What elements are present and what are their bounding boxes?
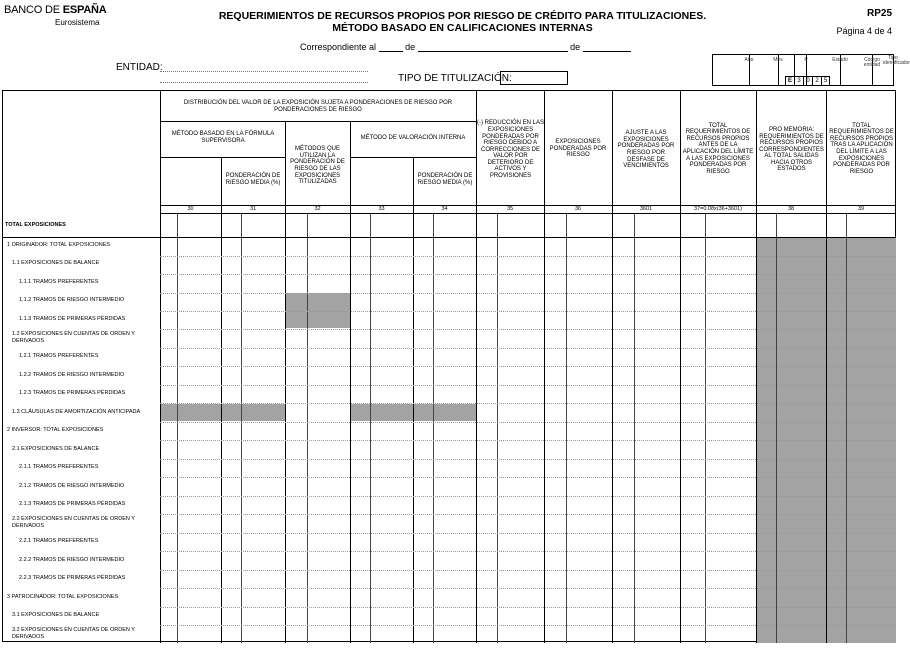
form-title-line-2: MÉTODO BASADO EN CALIFICACIONES INTERNAS bbox=[332, 22, 593, 34]
column-number: 39 bbox=[857, 206, 865, 212]
row-separator bbox=[160, 385, 896, 386]
securitization-type-label: TIPO DE TITULIZACIÓN: bbox=[398, 73, 512, 84]
sub-column-line bbox=[634, 213, 635, 643]
sub-column-line bbox=[177, 213, 178, 643]
row-separator bbox=[160, 348, 896, 349]
row-label: 1.1.2 TRAMOS DE RIESGO INTERMEDIO bbox=[19, 297, 125, 303]
year-cell-label: Año bbox=[744, 57, 754, 63]
header-distribution: DISTRIBUCIÓN DEL VALOR DE LA EXPOSICIÓN SUJETA A PONDERACIONES DE RIESGO POR PONDERACIONES DE RIESGO bbox=[183, 100, 453, 113]
bank-name-bold: ESPAÑA bbox=[62, 4, 107, 16]
year-cell[interactable] bbox=[713, 55, 754, 85]
header-line bbox=[160, 157, 285, 158]
row-label-total: TOTAL EXPOSICIONES bbox=[5, 222, 66, 228]
column-number: 33 bbox=[378, 206, 385, 212]
identifier-type-label: Tipo identificador bbox=[883, 55, 910, 66]
securitization-type-field[interactable] bbox=[500, 71, 568, 85]
row-separator bbox=[160, 293, 896, 294]
row-label: 2.2 EXPOSICIONES EN CUENTAS DE ORDEN Y DERIVADOS bbox=[12, 516, 135, 529]
day-field[interactable] bbox=[379, 43, 403, 52]
corresponding-period bbox=[300, 42, 631, 52]
page-indicator: Página 4 de 4 bbox=[836, 26, 892, 36]
report-table bbox=[2, 90, 896, 642]
row-label: 1.3 CLÁUSULAS DE AMORTIZACIÓN ANTICIPADA bbox=[12, 409, 141, 415]
column-line bbox=[285, 121, 286, 643]
sub-column-line bbox=[846, 213, 847, 643]
row-separator bbox=[160, 625, 896, 626]
month-cell-label: Mes bbox=[773, 57, 783, 63]
header-avg-weight-2: PONDERACIÓN DE RIESGO MEDIA (%) bbox=[417, 173, 473, 186]
sub-column-line bbox=[370, 213, 371, 643]
column-number: 30 bbox=[187, 206, 194, 212]
row-separator bbox=[160, 514, 896, 515]
row-separator bbox=[160, 366, 896, 367]
column-line bbox=[160, 91, 161, 643]
row-separator bbox=[3, 237, 896, 238]
state-value: 5 bbox=[821, 76, 830, 85]
header-internal-valuation: MÉTODO DE VALORACIÓN INTERNA bbox=[360, 134, 466, 141]
column-number: 32 bbox=[314, 206, 321, 212]
row-label: 1.2.1 TRAMOS PREFERENTES bbox=[19, 353, 99, 359]
row-label: 2.2.3 TRAMOS DE PRIMERAS PÉRDIDAS bbox=[19, 575, 126, 581]
row-separator bbox=[160, 459, 896, 460]
header-total-after-limit: TOTAL REQUERIMIENTOS DE RECURSOS PROPIOS TRAS LA APLICACIÓN DEL LÍMITE A LAS EXPOSICIONES PONDERADAS POR RIESGO bbox=[829, 122, 894, 175]
row-label: 1 ORIGINADOR: TOTAL EXPOSICIONES bbox=[7, 242, 111, 248]
row-separator bbox=[160, 570, 896, 571]
header-securitized-weight-methods: MÉTODOS QUE UTILIZAN LA PONDERACIÓN DE RIESGO DE LAS EXPOSICIONES TITULIZADAS bbox=[290, 146, 345, 186]
column-number: 38 bbox=[787, 206, 795, 212]
bank-name-light: BANCO DE bbox=[4, 4, 63, 16]
identifier-box bbox=[712, 54, 910, 86]
row-label: 2 INVERSOR: TOTAL EXPOSICIONES bbox=[7, 427, 104, 433]
column-number: 3601 bbox=[639, 206, 653, 212]
year-field[interactable] bbox=[583, 43, 631, 52]
row-label: 1.2.3 TRAMOS DE PRIMERAS PÉRDIDAS bbox=[19, 390, 126, 396]
row-separator bbox=[160, 607, 896, 608]
column-number: 37=0.08x(36+3601) bbox=[693, 206, 742, 212]
row-label: 1.1 EXPOSICIONES DE BALANCE bbox=[12, 260, 100, 266]
sub-column-line bbox=[433, 213, 434, 643]
row-label: 3.2 EXPOSICIONES EN CUENTAS DE ORDEN Y DERIVADOS bbox=[12, 627, 135, 640]
form-code: RP25 bbox=[866, 8, 892, 19]
row-label: 2.2.2 TRAMOS DE RIESGO INTERMEDIO bbox=[19, 557, 125, 563]
form-title-line-1: REQUERIMIENTOS DE RECURSOS PROPIOS POR RIESGO DE CRÉDITO PARA TITULIZACIONES. bbox=[218, 10, 707, 22]
row-label: 1.1.3 TRAMOS DE PRIMERAS PÉRDIDAS bbox=[19, 316, 126, 322]
entity-code-label: Código entidad bbox=[863, 57, 881, 68]
row-separator bbox=[160, 256, 896, 257]
header-total-before-limit: TOTAL REQUERIMIENTOS DE RECURSOS PROPIOS ANTES DE LA APLICACIÓN DEL LÍMITE A LAS EXPOSICIONES PONDERADAS POR RIESGO bbox=[682, 122, 754, 175]
column-number: 34 bbox=[441, 206, 448, 212]
header-avg-weight-1: PONDERACIÓN DE RIESGO MEDIA (%) bbox=[225, 173, 281, 186]
bank-logo bbox=[4, 4, 107, 16]
row-label: 3 PATROCINADOR: TOTAL EXPOSICIONES bbox=[7, 594, 119, 600]
state-value: E bbox=[785, 76, 794, 85]
row-separator bbox=[160, 311, 896, 312]
column-number: 36 bbox=[574, 206, 582, 212]
column-number: 31 bbox=[249, 206, 257, 212]
sub-column-line bbox=[776, 213, 777, 643]
row-separator bbox=[160, 274, 896, 275]
row-separator bbox=[160, 440, 896, 441]
header-memo: PRO MEMORIA: REQUERIMIENTOS DE RECURSOS PROPIOS CORRESPONDIENTES AL TOTAL SALIDAS HACIA OTROS ESTADOS bbox=[759, 126, 824, 173]
sub-column-line bbox=[307, 213, 308, 643]
column-line bbox=[350, 121, 351, 643]
row-label: 1.2 EXPOSICIONES EN CUENTAS DE ORDEN Y DERIVADOS bbox=[12, 331, 135, 344]
header-formula-method: MÉTODO BASADO EN LA FÓRMULA SUPERVISORA bbox=[171, 131, 275, 144]
de-label-1: de bbox=[405, 42, 416, 52]
row-label: 2.2.1 TRAMOS PREFERENTES bbox=[19, 538, 99, 544]
shaded-amortization-formula bbox=[160, 404, 285, 421]
row-separator bbox=[160, 588, 896, 589]
identifier-type-cell[interactable] bbox=[873, 55, 910, 85]
column-number: 35 bbox=[506, 206, 514, 212]
state-value: 3 bbox=[794, 76, 803, 85]
state-cell-label: Estado bbox=[832, 57, 848, 63]
entity-label: ENTIDAD: bbox=[116, 62, 163, 73]
state-value: 0 bbox=[803, 76, 812, 85]
header-maturity-adjustment: AJUSTE A LAS EXPOSICIONES PONDERADAS POR RIESGO POR DESFASE DE VENCIMIENTOS bbox=[617, 130, 675, 170]
p-cell-label: P bbox=[804, 57, 808, 63]
row-separator bbox=[160, 477, 896, 478]
sub-column-line bbox=[497, 213, 498, 643]
row-separator bbox=[160, 403, 896, 404]
header-weighted-exposures: EXPOSICIONES PONDERADAS POR RIESGO bbox=[549, 139, 607, 159]
header-line bbox=[160, 121, 476, 122]
bank-subtitle: Eurosistema bbox=[55, 18, 100, 27]
row-label: 2.1.3 TRAMOS DE PRIMERAS PÉRDIDAS bbox=[19, 501, 126, 507]
state-value: 2 bbox=[812, 76, 821, 85]
header-line bbox=[160, 213, 896, 214]
row-label: 1.1.1 TRAMOS PREFERENTES bbox=[19, 279, 99, 285]
row-separator bbox=[160, 551, 896, 552]
month-cell[interactable] bbox=[750, 55, 783, 85]
row-separator bbox=[160, 496, 896, 497]
row-separator bbox=[160, 533, 896, 534]
column-line bbox=[756, 91, 757, 643]
corresponding-label: Correspondiente al bbox=[300, 42, 377, 52]
sub-column-line bbox=[566, 213, 567, 643]
column-line bbox=[544, 91, 545, 643]
row-label: 2.1.1 TRAMOS PREFERENTES bbox=[19, 464, 99, 470]
row-separator bbox=[160, 329, 896, 330]
entity-field-line-1[interactable] bbox=[160, 71, 368, 72]
entity-field-line-2[interactable] bbox=[160, 82, 368, 83]
header-reduction: (-) REDUCCIÓN EN LAS EXPOSICIONES PONDERADAS POR RIESGO DEBIDO A CORRECCIONES DE VALOR POR DETERIORO DE ACTIVOS Y PROVISIONES bbox=[477, 120, 545, 180]
column-line bbox=[612, 91, 613, 643]
row-separator bbox=[160, 422, 896, 423]
sub-column-line bbox=[705, 213, 706, 643]
row-label: 3.1 EXPOSICIONES DE BALANCE bbox=[12, 612, 100, 618]
month-field[interactable] bbox=[418, 43, 568, 52]
row-label: 2.1 EXPOSICIONES DE BALANCE bbox=[12, 446, 100, 452]
de-label-2: de bbox=[570, 42, 581, 52]
sub-column-line bbox=[241, 213, 242, 643]
entity-code-cell[interactable] bbox=[841, 55, 881, 85]
row-label: 1.2.2 TRAMOS DE RIESGO INTERMEDIO bbox=[19, 372, 125, 378]
column-line bbox=[826, 91, 827, 643]
state-values bbox=[785, 76, 830, 85]
row-label: 2.1.2 TRAMOS DE RIESGO INTERMEDIO bbox=[19, 483, 125, 489]
